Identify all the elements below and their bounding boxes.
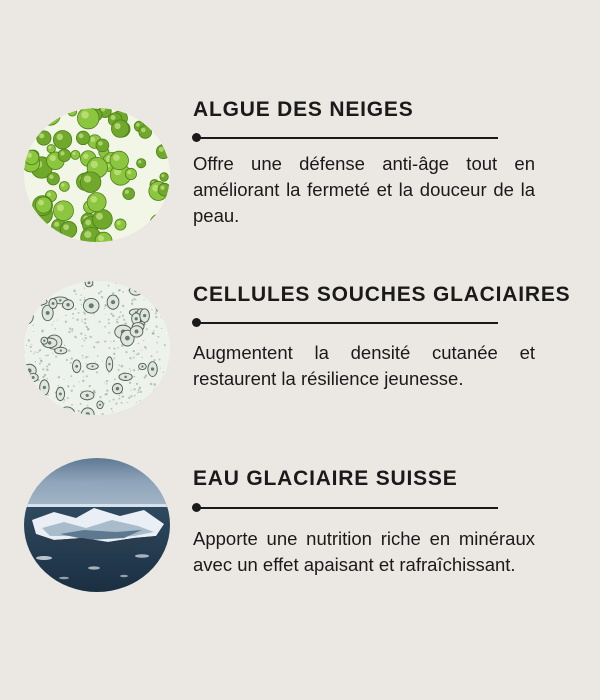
ingredient-description: Apporte une nutrition riche en minéraux avec un effet apaisant et rafraîchissant. bbox=[193, 528, 535, 575]
green-algae-cells-image bbox=[24, 108, 170, 242]
ingredient-title: CELLULES SOUCHES GLACIAIRES bbox=[193, 283, 571, 306]
ingredient-title: ALGUE DES NEIGES bbox=[193, 98, 414, 121]
ingredient-description: Offre une défense anti-âge tout en améliorant la fermeté et la douceur de la peau. bbox=[193, 153, 535, 226]
divider-line bbox=[193, 137, 498, 139]
stem-cells-microscope-image bbox=[24, 281, 170, 415]
divider-line bbox=[193, 507, 498, 509]
ingredient-title: EAU GLACIAIRE SUISSE bbox=[193, 467, 458, 490]
divider-line bbox=[193, 322, 498, 324]
ingredient-description: Augmentent la densité cutanée et restaurent la résilience jeunesse. bbox=[193, 342, 535, 389]
glacier-iceberg-image bbox=[24, 458, 170, 592]
